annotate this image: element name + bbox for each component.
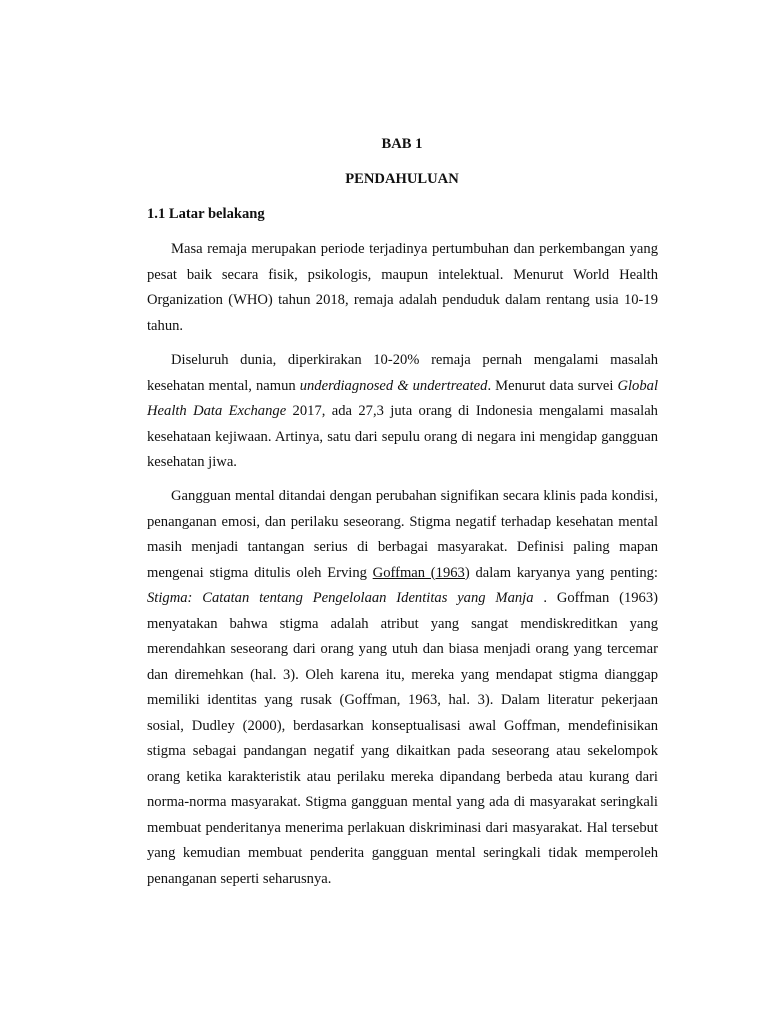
paragraph-3-text-1: Gangguan mental ditandai dengan perubahan signifikan secara klinis pada kondisi, penanganan emosi, dan perilaku seseorang. Stigma negatif terhadap kesehatan mental masih menjadi tantangan serius di berbagai masyarakat. Definisi paling mapan mengenai stigma ditulis oleh Erving <box>147 488 658 581</box>
paragraph-1: Masa remaja merupakan periode terjadinya pertumbuhan dan perkembangan yang pesat baik secara fisik, psikologis, maupun intelektual. Menurut World Health Organization (WHO) tahun 2018, remaja adalah penduduk dalam rentang usia 10-19 tahun. <box>147 241 658 334</box>
chapter-title: PENDAHULUAN <box>345 171 459 187</box>
paragraph-2-italic-1: underdiagnosed & undertreated <box>299 377 488 394</box>
paragraph-2-text-2: . Menurut data survei <box>487 377 618 394</box>
section-heading: 1.1 Latar belakang <box>147 206 265 222</box>
paragraph-2-text-1: Diseluruh dunia, diperkirakan 10-20% remaja pernah mengalami masalah kesehatan mental, namun <box>147 352 658 394</box>
chapter-heading: BAB 1 <box>381 136 423 152</box>
paragraph-2-text-3: 2017, ada 27,3 juta orang di Indonesia mengalami masalah kesehataan kejiwaan. Artinya, satu dari sepulu orang di negara ini mengidap gangguan kesehatan jiwa. <box>147 403 658 470</box>
paragraph-2 <box>147 348 658 476</box>
paragraph-3 <box>147 484 658 892</box>
goffman-citation-link[interactable]: Goffman (1963) <box>372 564 470 581</box>
paragraph-3-text-2: dalam karyanya yang penting: <box>469 564 658 581</box>
paragraph-2-italic-2: Global Health Data Exchange <box>147 377 658 419</box>
paragraph-3-text-3: . Goffman (1963) menyatakan bahwa stigma adalah atribut yang sangat mendiskreditkan yang merendahkan seseorang dari orang yang utuh dan biasa menjadi orang yang tercemar dan diremehkan (hal. 3). Oleh karena itu, mereka yang mendapat stigma dianggap memiliki identitas yang rusak (Goffman, 1963, hal. 3). Dalam literatur pekerjaan sosial, Dudley (2000), berdasarkan konseptualisasi awal Goffman, mendefinisikan stigma sebagai pandangan negatif yang dikaitkan pada seseorang atau sekelompok orang ketika karakteristik atau perilaku mereka dipandang berbeda atau kurang dari norma-norma masyarakat. Stigma gangguan mental yang ada di masyarakat seringkali membuat penderitanya menerima perlakuan diskriminasi dari masyarakat. Hal tersebut yang kemudian membuat penderita gangguan mental seringkali tidak memperoleh penanganan seperti seharusnya. <box>147 590 658 887</box>
paragraph-3-book-title: Stigma: Catatan tentang Pengelolaan Identitas yang Manja <box>147 590 534 606</box>
